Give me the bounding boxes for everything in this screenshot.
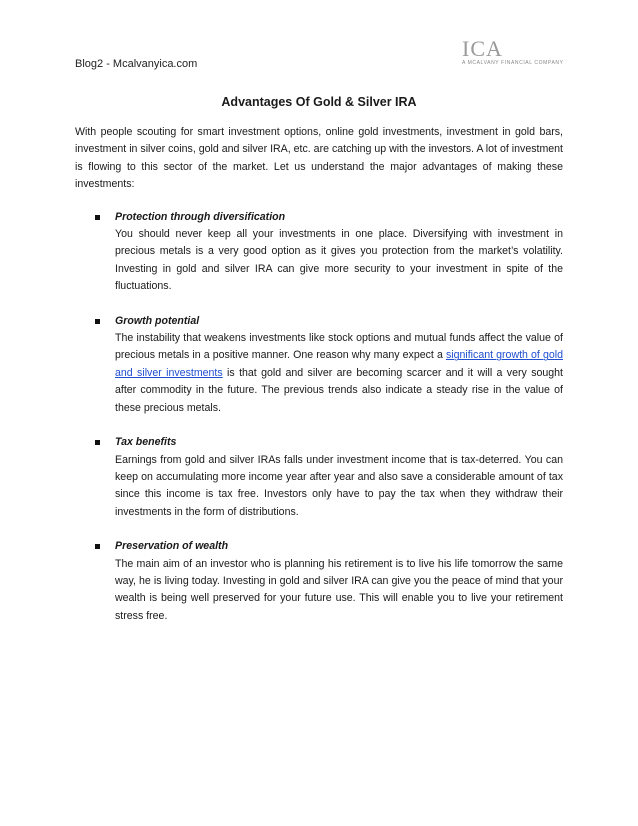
bullet-title: Preservation of wealth — [115, 540, 229, 553]
bullet-body: You should never keep all your investments in one place. Diversifying with investment in precious metals is a very good option as it gives you protection from the market’s volatility. Investing in gold and silver IRA can give more security to your investment in spite of the fluctuations. — [115, 228, 563, 293]
square-bullet-icon — [95, 544, 100, 549]
bullet-body-text: The instability that weakens investments like stock options and mutual funds affect the value of precious metals in a positive manner. One reason why many expect a — [115, 332, 563, 362]
bullet-body: The main aim of an investor who is planning his retirement is to live his life tomorrow the same way, he is living today. Investing in gold and silver IRA can give you the peace of mind that your wealth is being well preserved for your future use. This will enable you to live your retirement stress free. — [115, 557, 563, 622]
growth-investments-link[interactable]: significant growth of gold and silver investments — [115, 349, 563, 379]
intro-paragraph: With people scouting for smart investment options, online gold investments, investment in gold bars, investment in silver coins, gold and silver IRA, etc. are catching up with the investors. A lot of investment is flowing to this sector of the market. Let us understand the major advantages of making these investments: — [75, 126, 563, 191]
document-body — [75, 124, 563, 642]
bullet-body: Earnings from gold and silver IRAs falls under investment income that is tax-deterred. You can keep on accumulating more income year after year and also save a considerable amount of tax since this income is tax free. Investors only have to pay the tax when they withdraw their investments in the form of distributions. — [115, 453, 563, 518]
list-item — [75, 538, 563, 625]
bullet-body-text: is that gold and silver are becoming scarcer and it will a very sought after commodity in the future. The previous trends also indicate a steady rise in the value of these precious metals. — [115, 366, 563, 414]
header-site-name: Blog2 - Mcalvanyica.com — [75, 58, 198, 70]
logo-mark: ICA — [462, 36, 503, 61]
square-bullet-icon — [95, 215, 100, 220]
list-item — [75, 209, 563, 296]
company-logo — [462, 38, 564, 66]
advantages-list — [75, 209, 563, 626]
bullet-title: Tax benefits — [115, 436, 177, 449]
square-bullet-icon — [95, 440, 100, 445]
list-item — [75, 313, 563, 417]
document-title: Advantages Of Gold & Silver IRA — [221, 95, 417, 109]
logo-subtext: A MCALVANY FINANCIAL COMPANY — [462, 60, 564, 66]
bullet-title: Growth potential — [115, 314, 200, 327]
list-item — [75, 434, 563, 521]
bullet-body — [115, 330, 563, 417]
bullet-title: Protection through diversification — [115, 210, 286, 223]
square-bullet-icon — [95, 319, 100, 324]
